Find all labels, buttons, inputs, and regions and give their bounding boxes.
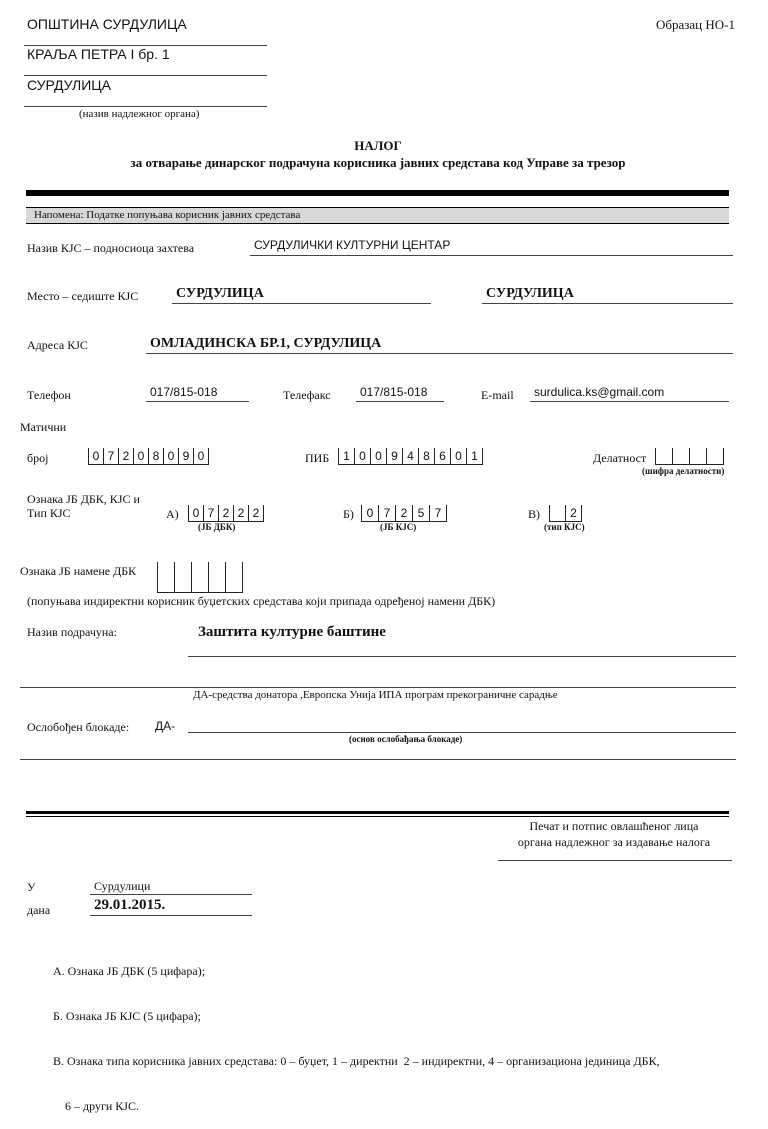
email-label: E-mail [481,388,514,402]
digit-box[interactable]: 0 [134,448,149,464]
digit-box[interactable]: 9 [179,448,194,464]
digit-box[interactable] [550,505,566,521]
address-field[interactable]: ОМЛАДИНСКА БР.1, СУРДУЛИЦА [146,336,733,354]
mb-label: Матични [20,420,67,434]
mb-label-2: број [27,451,49,465]
subaccount-value[interactable]: Заштита културне баштине [198,624,386,640]
digit-box[interactable] [175,562,192,592]
digit-box[interactable]: 0 [164,448,179,464]
digit-box[interactable]: 2 [234,505,249,521]
digit-box[interactable]: 2 [566,505,582,521]
digit-box[interactable]: 0 [451,448,467,464]
jb-label: Ознака ЈБ ДБК, КЈС и [27,492,140,506]
digit-box[interactable] [690,448,707,464]
purpose-label: Ознака ЈБ намене ДБК [20,564,137,578]
digit-box[interactable]: 1 [339,448,355,464]
page-title: НАЛОГ [354,138,402,153]
note-bar [26,207,729,224]
jb-kjs-digits[interactable] [361,505,447,522]
activity-caption: (шифра делатности) [642,466,725,476]
signature-line2: органа надлежног за издавање налога [517,835,711,849]
phone-field[interactable]: 017/815-018 [146,385,249,402]
u-label: У [27,880,36,894]
digit-box[interactable]: 5 [413,505,430,521]
digit-box[interactable] [192,562,209,592]
digit-box[interactable] [656,448,673,464]
digit-box[interactable]: 1 [467,448,483,464]
fax-label: Телефакс [283,388,331,402]
signature-line[interactable] [498,860,732,861]
digit-box[interactable]: 2 [249,505,264,521]
phone-label: Телефон [27,388,71,402]
digit-box[interactable]: 6 [435,448,451,464]
divider [24,75,267,76]
blockade-caption: (основ ослобађања блокаде) [349,734,463,744]
activity-digits[interactable] [655,448,724,465]
digit-box[interactable]: 7 [104,448,119,464]
mb-digits[interactable] [88,448,209,465]
digit-box[interactable]: 7 [204,505,219,521]
place-field-2[interactable]: СУРДУЛИЦА [482,286,733,304]
footnote: В. Ознака типа корисника јавних средстава: 0 – буџет, 1 – директни 2 – индиректни, 4 – организациона јединица ДБК, [53,1054,660,1068]
note-text: Напомена: Податке попуњава корисник јавних средстава [34,209,301,221]
digit-box[interactable]: 8 [149,448,164,464]
digit-box[interactable] [673,448,690,464]
name-label: Назив КЈС – подносиоца захтева [27,241,195,255]
name-field[interactable]: СУРДУЛИЧКИ КУЛТУРНИ ЦЕНТАР [250,238,733,256]
footnote: Б. Ознака ЈБ КЈС (5 цифара); [53,1009,201,1023]
divider [188,732,736,733]
org-caption: (назив надлежног органа) [79,108,200,120]
digit-box[interactable]: 7 [430,505,447,521]
blockade-label: Ослобођен блокаде: [27,720,130,734]
activity-label: Делатност [593,451,647,465]
digit-box[interactable]: 8 [419,448,435,464]
b-label: Б) [343,507,354,521]
date-label: дана [27,903,51,917]
divider [188,656,736,657]
digit-box[interactable] [226,562,243,592]
digit-box[interactable]: 2 [119,448,134,464]
kjs-type-caption: (тип КЈС) [544,522,585,532]
double-rule-thin [26,816,729,817]
divider [20,759,736,760]
divider [24,106,267,107]
digit-box[interactable]: 2 [219,505,234,521]
pib-label: ПИБ [305,451,330,465]
purpose-note: (попуњава индиректни корисник буџетских средстава који припада одређеној намени ДБК) [27,594,496,608]
page-subtitle: за отварање динарског подрачуна корисника јавних средстава код Управе за трезор [130,155,626,170]
footnote: А. Ознака ЈБ ДБК (5 цифара); [53,964,206,978]
jb-dbk-caption: (ЈБ ДБК) [198,522,236,532]
thick-divider [26,190,729,196]
u-field[interactable]: Сурдулици [90,879,252,895]
v-label: В) [528,507,540,521]
jb-label-2: Тип КЈС [27,506,71,520]
divider [20,687,736,688]
digit-box[interactable]: 0 [189,505,204,521]
email-field[interactable]: surdulica.ks@gmail.com [530,385,729,402]
blockade-value[interactable]: ДА- [155,719,176,733]
org-address: КРАЉА ПЕТРА I бр. 1 [27,46,170,62]
a-label: А) [166,507,179,521]
kjs-type-digits[interactable] [549,505,582,522]
digit-box[interactable]: 7 [379,505,396,521]
digit-box[interactable]: 0 [355,448,371,464]
org-city: СУРДУЛИЦА [27,77,111,93]
digit-box[interactable]: 9 [387,448,403,464]
digit-box[interactable]: 0 [194,448,209,464]
fax-field[interactable]: 017/815-018 [356,385,444,402]
date-field[interactable]: 29.01.2015. [90,897,252,916]
digit-box[interactable] [158,562,175,592]
jb-dbk-digits[interactable] [188,505,264,522]
digit-box[interactable]: 0 [371,448,387,464]
digit-box[interactable] [209,562,226,592]
digit-box[interactable]: 0 [89,448,104,464]
footnotes [53,934,660,1129]
digit-box[interactable]: 2 [396,505,413,521]
donor-text: ДА-средства донатора ,Европска Унија ИПА програм прекограничне сарадње [193,689,558,701]
form-code: Образац НО-1 [656,17,735,32]
org-name: ОПШТИНА СУРДУЛИЦА [27,16,187,32]
place-field-1[interactable]: СУРДУЛИЦА [172,286,431,304]
jb-kjs-caption: (ЈБ КЈС) [380,522,417,532]
digit-box[interactable]: 0 [362,505,379,521]
subaccount-label: Назив подрачуна: [27,625,117,639]
digit-box[interactable]: 4 [403,448,419,464]
signature-line1: Печат и потпис овлашћеног лица [529,819,699,833]
footnote: 6 – други КЈС. [53,1099,139,1113]
purpose-digits[interactable] [157,562,243,593]
pib-digits[interactable] [338,448,483,465]
digit-box[interactable] [707,448,724,464]
double-rule [26,811,729,814]
place-label: Место – седиште КЈС [27,289,139,303]
address-label: Адреса КЈС [27,338,88,352]
